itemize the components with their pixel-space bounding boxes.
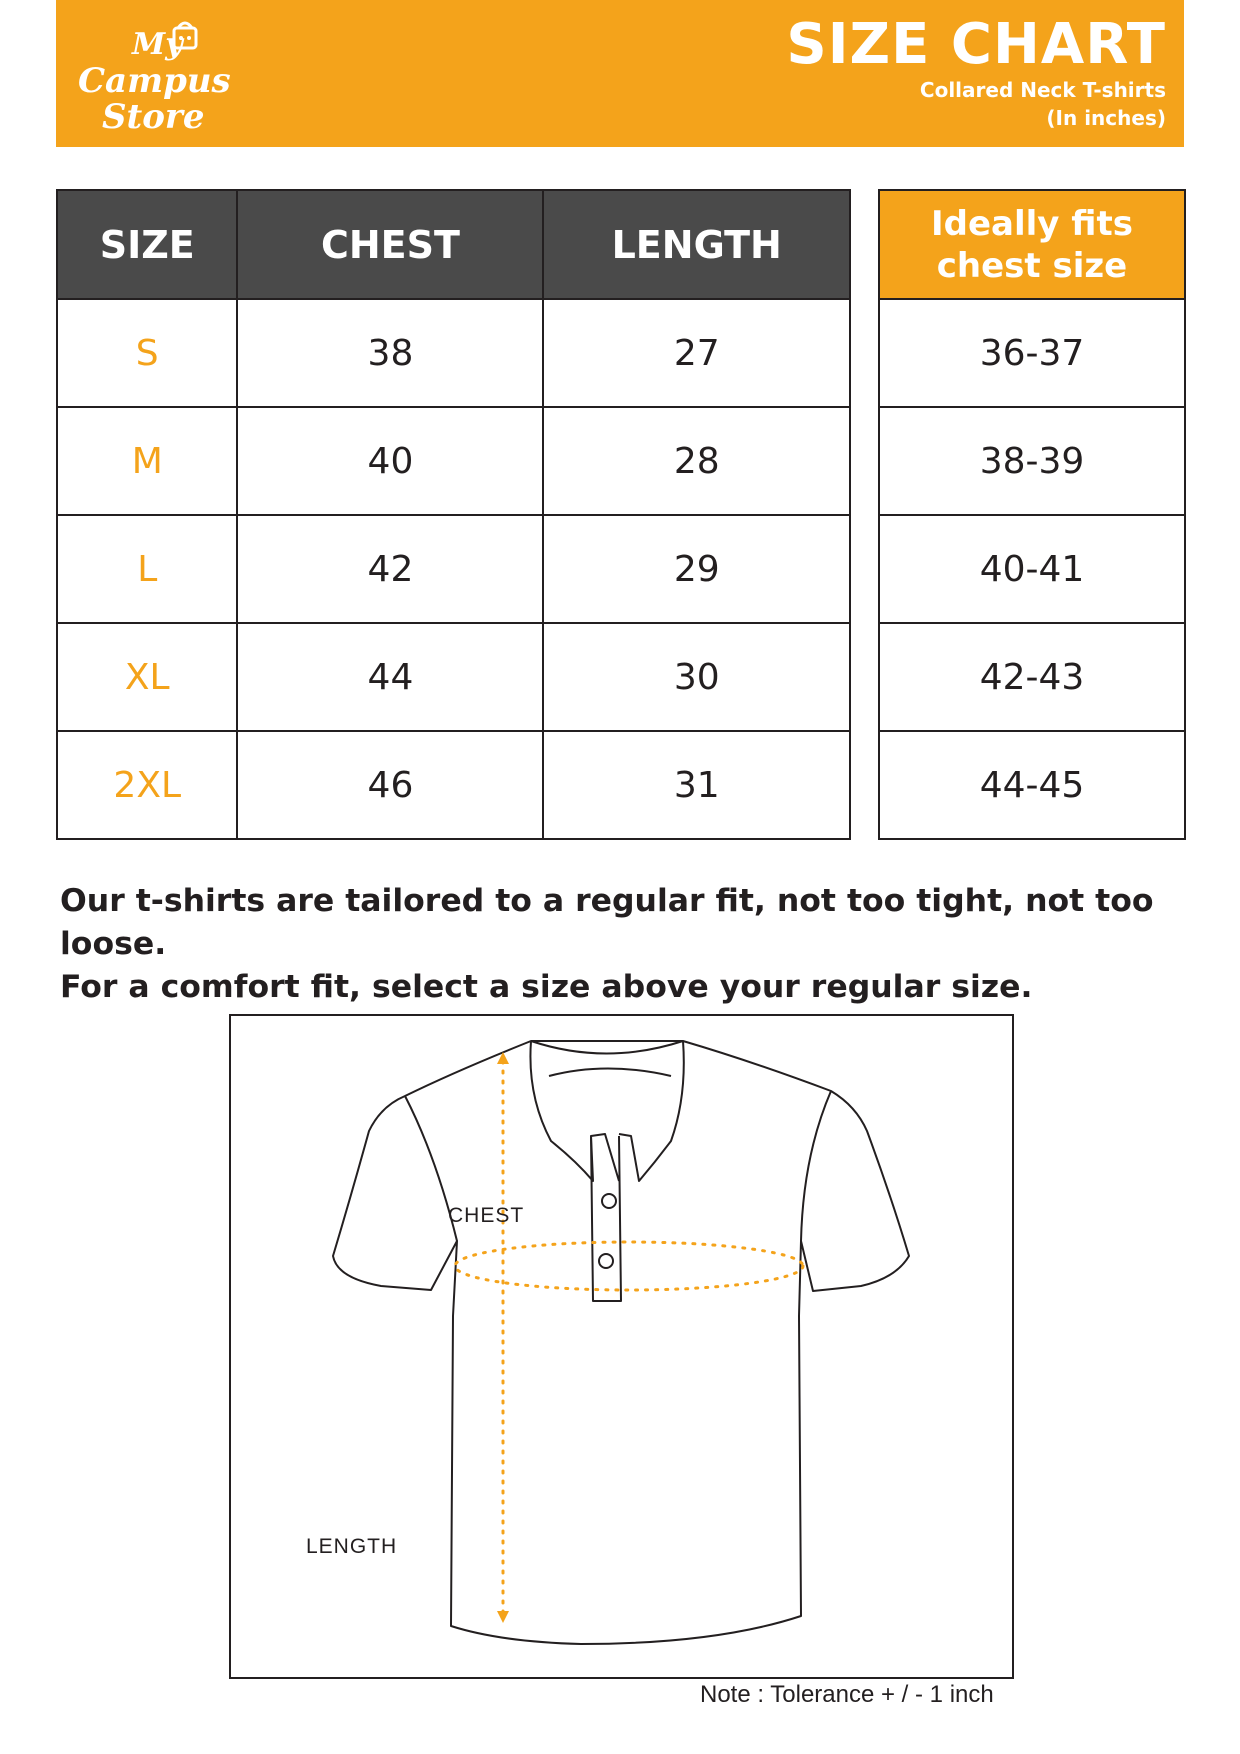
- chest-cell: 38: [237, 299, 543, 407]
- placket: [591, 1136, 621, 1301]
- chest-cell: 40: [237, 407, 543, 515]
- fit-range-cell: 44-45: [879, 731, 1185, 839]
- column-header-length: LENGTH: [543, 190, 850, 299]
- length-cell: 31: [543, 731, 850, 839]
- size-cell: XL: [57, 623, 237, 731]
- size-cell: 2XL: [57, 731, 237, 839]
- table-row: [879, 407, 1185, 515]
- right-sleeve-seam: [801, 1091, 831, 1241]
- collar-right: [619, 1041, 684, 1181]
- column-header-chest: CHEST: [237, 190, 543, 299]
- size-cell: L: [57, 515, 237, 623]
- button-bottom: [599, 1254, 613, 1268]
- button-top: [602, 1194, 616, 1208]
- table-row: [57, 731, 850, 839]
- fit-range-cell: 40-41: [879, 515, 1185, 623]
- size-cell: M: [57, 407, 237, 515]
- page-subtitle: Collared Neck T-shirts: [919, 78, 1166, 102]
- fit-table-header: [879, 190, 1185, 299]
- measurement-diagram: [229, 1014, 1014, 1679]
- header-banner: [56, 0, 1184, 147]
- table-row: [879, 299, 1185, 407]
- fit-table: [878, 189, 1186, 840]
- logo-line-3: Store: [102, 97, 205, 136]
- chest-cell: 44: [237, 623, 543, 731]
- arrow-down-icon: [497, 1611, 509, 1623]
- neck-back: [531, 1041, 683, 1054]
- page-title: SIZE CHART: [786, 12, 1166, 77]
- size-table-header: [57, 190, 850, 299]
- table-row: [879, 731, 1185, 839]
- table-row: [879, 623, 1185, 731]
- neck-inner: [549, 1069, 671, 1077]
- title-block: [786, 14, 1166, 132]
- fit-header-line-1: Ideally fits: [931, 203, 1133, 244]
- collar-left: [530, 1041, 619, 1181]
- column-header-ideal-fit: [879, 190, 1185, 299]
- tolerance-note: Note : Tolerance + / - 1 inch: [700, 1681, 994, 1708]
- chest-measure-line: [455, 1242, 803, 1290]
- table-row: [57, 515, 850, 623]
- table-row: [57, 623, 850, 731]
- brand-logo: [74, 18, 239, 136]
- fit-header-line-2: chest size: [936, 245, 1128, 286]
- fit-range-cell: 42-43: [879, 623, 1185, 731]
- chest-label: CHEST: [448, 1204, 525, 1227]
- fit-note-line-2: For a comfort fit, select a size above your regular size.: [60, 969, 1033, 1005]
- unit-note: (In inches): [1046, 106, 1166, 130]
- table-row: [57, 299, 850, 407]
- fit-range-cell: 38-39: [879, 407, 1185, 515]
- fit-range-cell: 36-37: [879, 299, 1185, 407]
- size-cell: S: [57, 299, 237, 407]
- fit-note-line-1: Our t-shirts are tailored to a regular fit, not too tight, not too loose.: [60, 883, 1154, 962]
- logo-line-1: My: [132, 27, 183, 62]
- length-cell: 29: [543, 515, 850, 623]
- logo-line-2: Campus: [78, 61, 231, 101]
- chest-cell: 42: [237, 515, 543, 623]
- length-label: LENGTH: [306, 1535, 398, 1558]
- fit-note: [60, 880, 1190, 1009]
- chest-cell: 46: [237, 731, 543, 839]
- table-row: [57, 407, 850, 515]
- table-row: [879, 515, 1185, 623]
- size-table: [56, 189, 851, 840]
- column-header-size: SIZE: [57, 190, 237, 299]
- length-cell: 27: [543, 299, 850, 407]
- shirt-body-outline: [333, 1041, 909, 1644]
- length-cell: 28: [543, 407, 850, 515]
- length-cell: 30: [543, 623, 850, 731]
- polo-shirt-illustration: [231, 1016, 1012, 1677]
